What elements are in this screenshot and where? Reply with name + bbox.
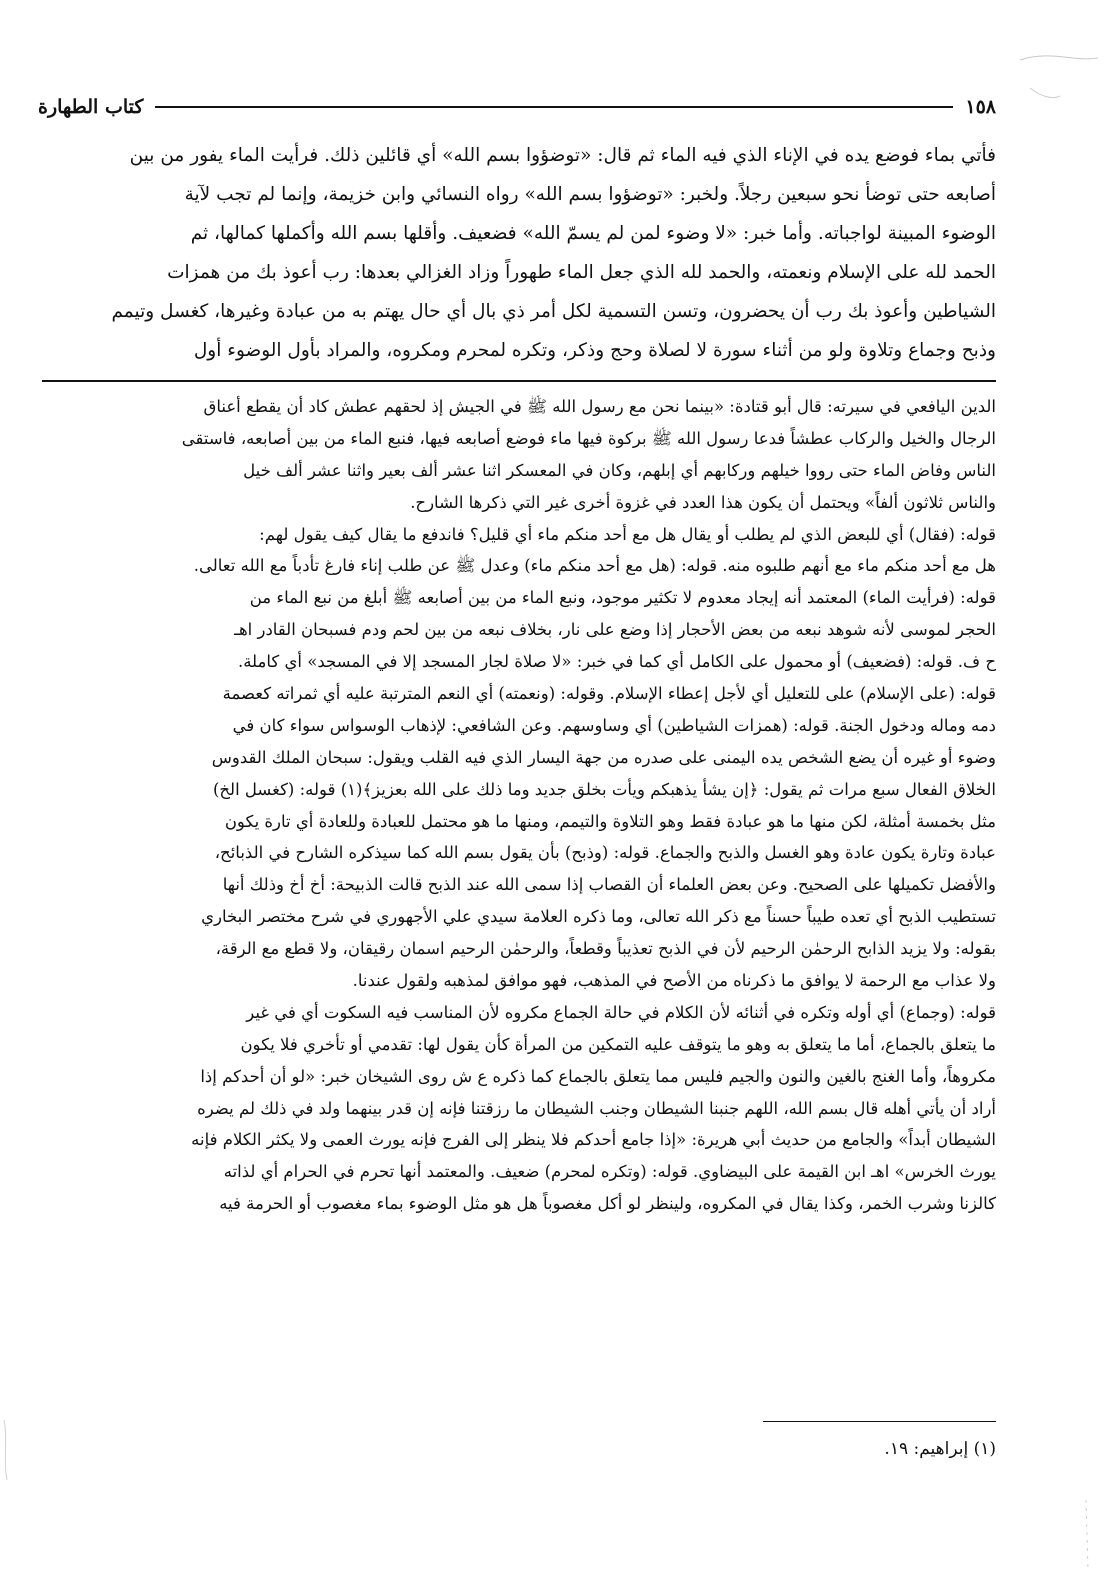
commentary-line: قوله: (وجماع) أي أوله وتكره في أثنائه لأن الكلام في حالة الجماع مكروه لأن المناسب فيه السكوت أي في غير: [246, 1002, 996, 1022]
commentary-line: بقوله: ولا يزيد الذابح الرحمٰن الرحيم لأن في الذبح تعذيباً وقطعاً، والرحمٰن الرحيم اسمان رقيقان، ولا قطع مع الرقة،: [215, 939, 996, 959]
text-line: الحمد لله على الإسلام ونعمته، والحمد لله الذي جعل الماء طهوراً وزاد الغزالي بعدها: رب أعوذ بك من همزات: [167, 262, 996, 283]
text-line: وذبح وجماع وتلاوة ولو من أثناء سورة لا لصلاة وحج وذكر، وتكره لمحرم ومكروه، والمراد بأول الوضوء أول: [193, 340, 996, 361]
commentary-line: مكروهاً، وأما الغنج بالغين والنون والجيم فليس مما يتعلق بالجماع كما ذكره ع ش روى الشيخان خبر: «لو أن أحدكم إذا: [200, 1066, 996, 1086]
commentary-line: الرجال والخيل والركاب عطشاً فدعا رسول الله ﷺ بركوة فيها ماء فوضع أصابعه فيها، فنبع الماء من بين أصابعه، فاستقى: [181, 428, 996, 448]
commentary-line: مثل بخمسة أمثلة، لكن منها ما هو عبادة فقط وهو التلاوة والتيمم، ومنها ما هو محتمل للعبادة وللعادة أي تارة يكون: [224, 811, 996, 831]
book-title: كتاب الطهارة: [38, 96, 144, 118]
text-line: فأتي بماء فوضع يده في الإناء الذي فيه الماء ثم قال: «توضؤوا بسم الله» أي قائلين ذلك. فرأيت الماء يفور من بين: [129, 145, 996, 166]
commentary-line: ح ف. قوله: (فضعيف) أو محمول على الكامل أي كما في خبر: «لا صلاة لجار المسجد إلا في المسجد» أي كاملة.: [237, 652, 996, 672]
commentary-line: هل مع أحد منكم ماء مع أنهم طلبوه منه. قوله: (هل مع أحد منكم ماء) وعدل ﷺ عن طلب إناء فارغ تأدباً مع الله تعالى.: [193, 556, 996, 576]
commentary-line: كالزنا وشرب الخمر، وكذا يقال في المكروه، ولينظر لو أكل مغصوباً هل هو مثل الوضوء بماء مغصوب أو الحرمة فيه: [219, 1194, 996, 1214]
commentary-text: [42, 391, 996, 1220]
commentary-line: الناس وفاض الماء حتى رووا خيلهم وركابهم أي إبلهم، وكان في المعسكر اثنا عشر ألف بعير واثنا عشر ألف خيل: [243, 460, 996, 480]
commentary-line: الحجر لموسى لأنه شوهد نبعه من بعض الأحجار إذا وضع على نار، بخلاف نبعه من بين لحم ودم فسبحان القادر اهـ: [234, 620, 996, 640]
commentary-line: أراد أن يأتي أهله قال بسم الله، اللهم جنبنا الشيطان وجنب الشيطان ما رزقتنا فإنه إن قدر بينهما ولد في ذلك لم يضره: [197, 1098, 996, 1118]
page-number: ١٥٨: [965, 96, 996, 118]
commentary-line: قوله: (على الإسلام) على للتعليل أي لأجل إعطاء الإسلام. وقوله: (ونعمته) أي النعم المترتبة عليه أي ثمراته كعصمة: [222, 684, 996, 704]
commentary-line: دمه وماله ودخول الجنة. قوله: (همزات الشياطين) أي وساوسهم. وعن الشافعي: لإذهاب الوسواس سواء كان في: [232, 715, 996, 735]
footnote-rule: [763, 1421, 996, 1422]
commentary-line: ما يتعلق بالجماع، أما ما يتعلق به وهو ما يتوقف عليه التمكين من المرأة كأن يقول لها: تقدمي أو تأخري فلا يكون: [240, 1034, 996, 1054]
commentary-line: عبادة وتارة يكون عادة وهو الغسل والذبح والجماع. قوله: (وذبح) بأن يقول بسم الله كما سيذكره الشارح في الذبائح،: [214, 843, 996, 863]
commentary-line: الشيطان أبداً» والجامع من حديث أبي هريرة: «إذا جامع أحدكم فلا ينظر إلى الفرج فإنه يورث العمى ولا يكثر الكلام فإنه: [191, 1130, 996, 1150]
commentary-line: تستطيب الذبح أي تعده طيباً حسناً مع ذكر الله تعالى، وما ذكره العلامة سيدي علي الأجهوري في شرح مختصر البخاري: [201, 907, 996, 927]
running-header: [38, 92, 996, 122]
commentary-line: والناس ثلاثون ألفاً» ويحتمل أن يكون هذا العدد في غزوة أخرى غير التي ذكرها الشارح.: [410, 492, 996, 512]
header-rule: [155, 106, 953, 108]
commentary-line: الخلاق الفعال سبع مرات ثم يقول: ﴿إن يشأ يذهبكم ويأت بخلق جديد وما ذلك على الله بعزيز﴾(١) قوله: (كغسل الخ): [212, 779, 996, 799]
commentary-line: الدين اليافعي في سيرته: قال أبو قتادة: «بينما نحن مع رسول الله ﷺ في الجيش إذ لحقهم عطش كاد أن يقطع أعناق: [203, 397, 996, 416]
commentary-line: قوله: (فرأيت الماء) المعتمد أنه إيجاد معدوم لا تكثير موجود، ونبع الماء من بين أصابعه ﷺ أبلغ من نبع الماء من: [249, 588, 996, 608]
commentary-line: ولا عذاب مع الرحمة لا يوافق ما ذكرناه من الأصح في المذهب، فهو موافق لمذهبه ولقول عندنا.: [352, 971, 996, 991]
main-text: [42, 136, 996, 370]
commentary-line: يورث الخرس» اهـ ابن القيمة على البيضاوي. قوله: (وتكره لمحرم) ضعيف. والمعتمد أنها تحرم في الحرام أي لذاته: [223, 1162, 996, 1182]
commentary-line: وضوء أو غيره أن يضع الشخص يده اليمنى على صدره من جهة اليسار الذي فيه القلب ويقول: سبحان الملك القدوس: [211, 747, 996, 767]
text-line: الشياطين وأعوذ بك رب أن يحضرون، وتسن التسمية لكل أمر ذي بال أي حال يهتم به من عبادة وغيرها، كغسل وتيمم: [111, 301, 996, 322]
text-line: الوضوء المبينة لواجباته. وأما خبر: «لا وضوء لمن لم يسمّ الله» فضعيف. وأقلها بسم الله وأكملها كمالها، ثم: [190, 223, 996, 244]
commentary-line: والأفضل تكميلها على الصحيح. وعن بعض العلماء أن القصاب إذا سمى الله عند الذبح قالت الذبيحة: أخ أخ وذلك أنها: [222, 875, 996, 895]
commentary-line: قوله: (فقال) أي للبعض الذي لم يطلب أو يقال هل مع أحد منكم ماء أي قليل؟ فاندفع ما يقال كيف يقول لهم:: [259, 524, 996, 544]
footnote: (١) إبراهيم: ١٩.: [884, 1439, 996, 1459]
section-divider: [42, 380, 996, 382]
text-line: أصابعه حتى توضأ نحو سبعين رجلاً. ولخبر: «توضؤوا بسم الله» رواه النسائي وابن خزيمة، وإنما لم تجب لآية: [184, 184, 996, 205]
